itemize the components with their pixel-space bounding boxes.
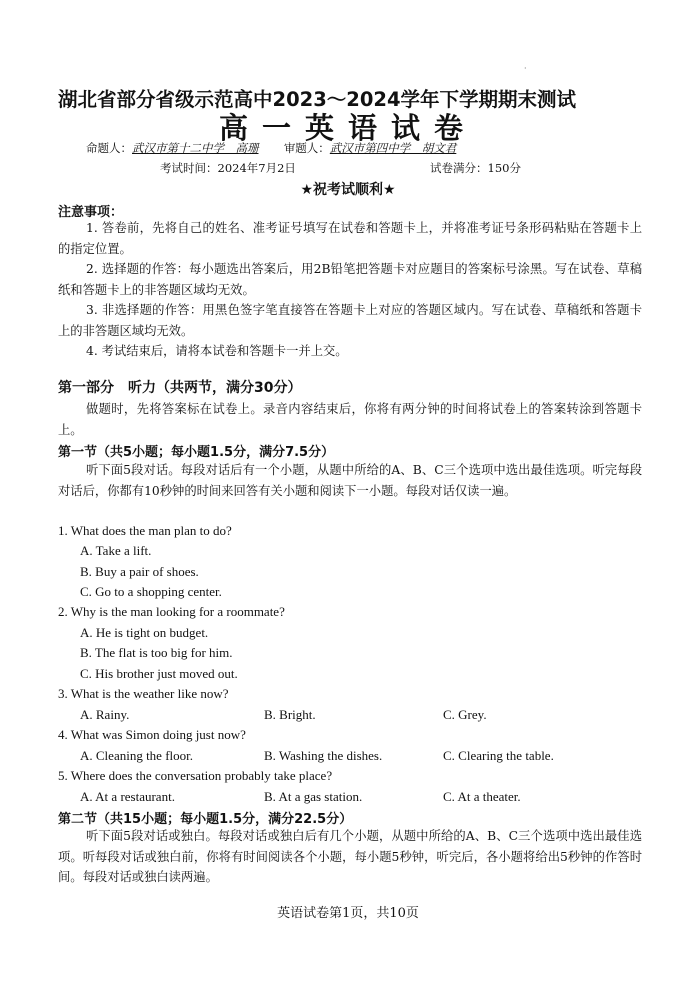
corner-mark: · bbox=[524, 64, 527, 73]
question-5: 5. Where does the conversation probably take place? bbox=[58, 768, 333, 783]
q1-option-c: C. Go to a shopping center. bbox=[80, 584, 222, 599]
note-item-3: 3. 非选择题的作答：用黑色签字笔直接答在答题卡上对应的答题区域内。写在试卷、草稿纸和答题卡上的非答题区域均无效。 bbox=[58, 303, 642, 338]
q3-option-a: A. Rainy. bbox=[80, 707, 130, 722]
reviewer-name: 武汉市第四中学 胡文君 bbox=[329, 141, 457, 155]
good-luck-wish: ★祝考试顺利★ bbox=[300, 182, 396, 198]
section1-heading: 第一节（共5小题；每小题1.5分，满分7.5分） bbox=[58, 445, 335, 460]
q3-option-c: C. Grey. bbox=[443, 707, 487, 722]
question-4: 4. What was Simon doing just now? bbox=[58, 727, 246, 742]
q5-option-c: C. At a theater. bbox=[443, 789, 521, 804]
setter-line bbox=[86, 140, 456, 156]
section2-intro: 听下面5段对话或独白。每段对话或独白后有几个小题，从题中所给的A、B、C三个选项中选出最佳选项。听每段对话或独白前，你将有时间阅读各个小题，每小题5秒钟，听完后，各小题将给出5秒钟的作答时间。每段对话或独白读两遍。 bbox=[58, 829, 642, 884]
part1-heading: 第一部分 听力（共两节，满分30分） bbox=[58, 380, 302, 396]
notes-heading: 注意事项： bbox=[58, 205, 124, 220]
q2-option-b: B. The flat is too big for him. bbox=[80, 645, 233, 660]
reviewer-label: 审题人： bbox=[283, 141, 330, 155]
question-1: 1. What does the man plan to do? bbox=[58, 523, 232, 538]
exam-title: 高一英语试卷 bbox=[218, 111, 477, 145]
q1-option-b: B. Buy a pair of shoes. bbox=[80, 564, 199, 579]
setter-name: 武汉市第十二中学 高珊 bbox=[132, 141, 259, 155]
exam-series-title: 湖北省部分省级示范高中2023～2024学年下学期期末测试 bbox=[58, 88, 577, 111]
page-footer: 英语试卷第1页，共10页 bbox=[277, 906, 419, 921]
q1-option-a: A. Take a lift. bbox=[80, 543, 152, 558]
question-3: 3. What is the weather like now? bbox=[58, 686, 229, 701]
q3-option-b: B. Bright. bbox=[264, 707, 316, 722]
part1-intro: 做题时，先将答案标在试卷上。录音内容结束后，你将有两分钟的时间将试卷上的答案转涂到答题卡上。 bbox=[58, 402, 642, 437]
q4-option-b: B. Washing the dishes. bbox=[264, 748, 383, 763]
note-item-4: 4. 考试结束后，请将本试卷和答题卡一并上交。 bbox=[86, 344, 348, 358]
section2-heading: 第二节（共15小题；每小题1.5分，满分22.5分） bbox=[58, 812, 353, 827]
q4-option-c: C. Clearing the table. bbox=[443, 748, 554, 763]
exam-time: 考试时间：2024年7月2日 bbox=[160, 161, 296, 175]
note-item-2: 2. 选择题的作答：每小题选出答案后，用2B铅笔把答题卡对应题目的答案标号涂黑。写在试卷、草稿纸和答题卡上的非答题区域均无效。 bbox=[58, 262, 642, 297]
full-score: 试卷满分：150分 bbox=[430, 161, 521, 175]
setter-label: 命题人： bbox=[86, 141, 132, 155]
q2-option-a: A. He is tight on budget. bbox=[80, 625, 209, 640]
section1-intro: 听下面5段对话。每段对话后有一个小题，从题中所给的A、B、C三个选项中选出最佳选项。听完每段对话后，你都有10秒钟的时间来回答有关小题和阅读下一小题。每段对话仅读一遍。 bbox=[58, 463, 642, 498]
question-2: 2. Why is the man looking for a roommate? bbox=[58, 604, 285, 619]
q4-option-a: A. Cleaning the floor. bbox=[80, 748, 194, 763]
note-item-1: 1. 答卷前，先将自己的姓名、准考证号填写在试卷和答题卡上，并将准考证号条形码粘贴在答题卡上的指定位置。 bbox=[58, 221, 642, 256]
q5-option-a: A. At a restaurant. bbox=[80, 789, 175, 804]
q2-option-c: C. His brother just moved out. bbox=[80, 666, 238, 681]
q5-option-b: B. At a gas station. bbox=[264, 789, 363, 804]
